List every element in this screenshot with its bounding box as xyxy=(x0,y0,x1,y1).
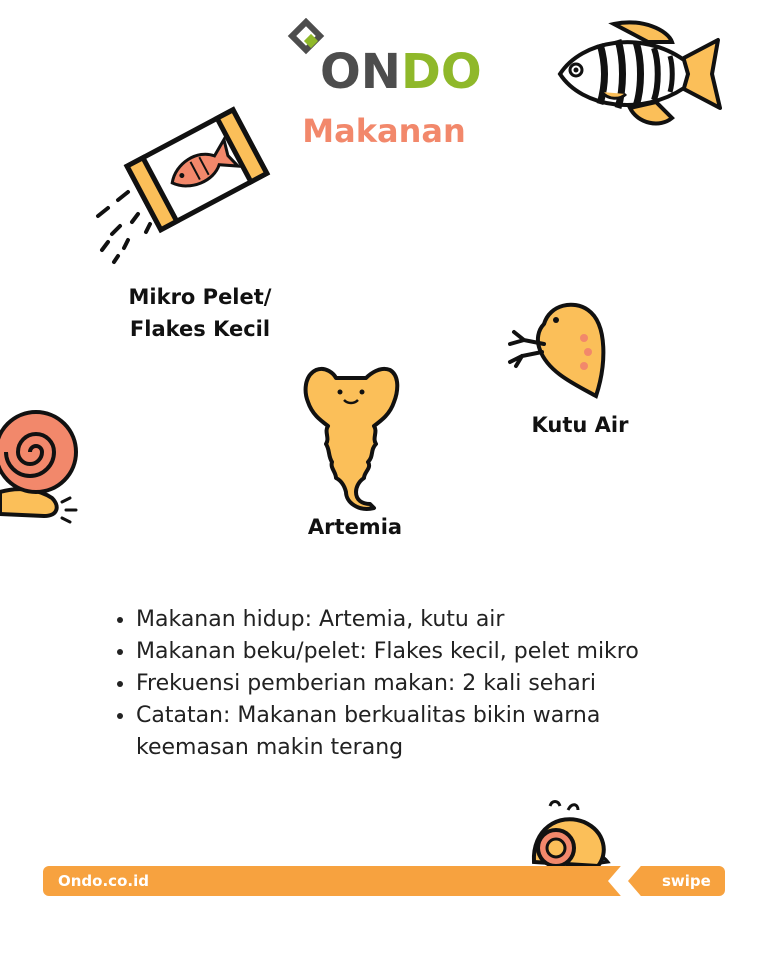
food-label-artemia: Artemia xyxy=(307,515,403,539)
food-label-kutu-air: Kutu Air xyxy=(531,413,629,437)
page-title: Makanan xyxy=(302,112,466,150)
brand-part-1: ON xyxy=(320,44,401,100)
footer-site-link[interactable]: Ondo.co.id xyxy=(58,872,149,890)
swipe-button[interactable]: swipe xyxy=(662,872,711,890)
small-snail-icon xyxy=(528,796,614,870)
food-label-pelet xyxy=(100,282,300,345)
info-item: • Makanan hidup: Artemia, kutu air xyxy=(136,604,736,636)
info-item: • Frekuensi pemberian makan: 2 kali sehari xyxy=(136,668,736,700)
info-item: • Makanan beku/pelet: Flakes kecil, pelet mikro xyxy=(136,636,736,668)
footer-arrow-icon xyxy=(606,860,646,902)
info-item: • Catatan: Makanan berkualitas bikin warna keemasan makin terang xyxy=(136,700,616,764)
feeding-info-list xyxy=(108,604,736,764)
snail-icon xyxy=(0,402,86,526)
water-flea-icon xyxy=(504,300,612,404)
artemia-icon xyxy=(300,362,404,512)
food-can-icon xyxy=(90,104,276,268)
brand-logo xyxy=(286,18,486,104)
striped-fish-icon xyxy=(552,16,728,132)
brand-wordmark xyxy=(320,44,482,100)
pelet-line-1: Mikro Pelet/ xyxy=(128,285,272,309)
brand-part-2: DO xyxy=(400,44,482,100)
pelet-line-2: Flakes Kecil xyxy=(129,316,271,341)
